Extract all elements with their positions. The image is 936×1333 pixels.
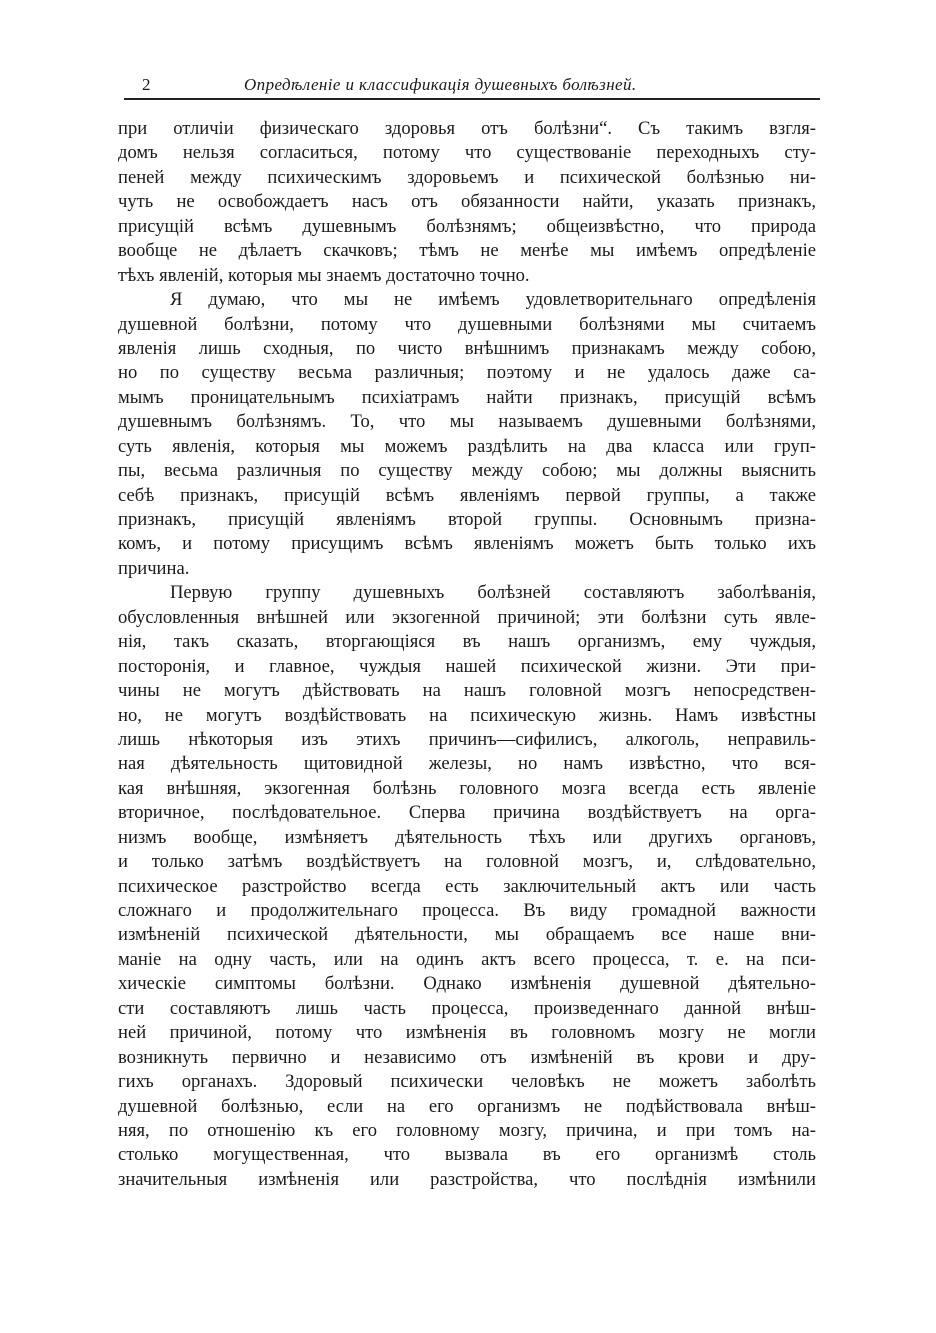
text-line: ней причиной, потому что измѣненія въ головномъ мозгу не могли <box>118 1022 816 1044</box>
text-line: явленія лишь сходныя, по чисто внѣшнимъ признакамъ между собою, <box>118 337 816 359</box>
running-head <box>124 72 820 98</box>
text-line: пеней между психическимъ здоровьемъ и психической болѣзнью ни- <box>118 166 816 188</box>
text-line: столько могущественная, что вызвала въ его организмѣ столь <box>118 1144 816 1166</box>
text-line: гихъ органахъ. Здоровый психически человѣкъ не можетъ заболѣть <box>118 1071 816 1093</box>
text-line: но, не могутъ воздѣйствовать на психическую жизнь. Намъ извѣстны <box>118 704 816 726</box>
text-line: чины не могутъ дѣйствовать на нашъ головной мозгъ непосредствен- <box>118 680 816 702</box>
text-line: возникнуть первично и независимо отъ измѣненій въ крови и дру- <box>118 1046 816 1068</box>
text-line: мымъ проницательнымъ психіатрамъ найти признакъ, присущій всѣмъ <box>118 386 816 408</box>
text-line: вообще не дѣлаетъ скачковъ; тѣмъ не менѣе мы имѣемъ опредѣленіе <box>118 240 816 262</box>
page-number: 2 <box>142 75 151 94</box>
text-line: посторонія, и главное, чуждыя нашей психической жизни. Эти при- <box>118 655 816 677</box>
body-text <box>118 117 816 1192</box>
text-line: измѣненій психической дѣятельности, мы обращаемъ все наше вни- <box>118 924 816 946</box>
text-line: душевной болѣзни, потому что душевными болѣзнями мы считаемъ <box>118 313 816 335</box>
text-line: кая внѣшняя, экзогенная болѣзнь головного мозга всегда есть явленіе <box>118 777 816 799</box>
paragraph-first-line: Первую группу душевныхъ болѣзней составляютъ заболѣванія, <box>170 582 816 604</box>
running-head-title: Опредѣленіе и классификація душевныхъ болѣзней. <box>244 75 637 94</box>
paragraph-first-line: Я думаю, что мы не имѣемъ удовлетворительнаго опредѣленія <box>170 289 816 311</box>
text-line: няя, по отношенію къ его головному мозгу, причина, и при томъ на- <box>118 1119 816 1141</box>
text-line: душевной болѣзнью, если на его организмъ не подѣйствовала внѣш- <box>118 1095 816 1117</box>
text-line: домъ нельзя согласиться, потому что существованіе переходныхъ сту- <box>118 142 816 164</box>
text-line: ная дѣятельность щитовидной железы, но намъ извѣстно, что вся- <box>118 753 816 775</box>
text-line: хическіе симптомы болѣзни. Однако измѣненія душевной дѣятельно- <box>118 973 816 995</box>
text-line: нія, такъ сказать, вторгающіяся въ нашъ организмъ, ему чуждыя, <box>118 631 816 653</box>
text-line: комъ, и потому присущимъ всѣмъ явленіямъ можетъ быть только ихъ <box>118 533 816 555</box>
text-line: душевнымъ болѣзнямъ. То, что мы называемъ душевными болѣзнями, <box>118 411 816 433</box>
text-line: сложнаго и продолжительнаго процесса. Въ виду громадной важности <box>118 900 816 921</box>
text-line: причина. <box>118 557 190 579</box>
text-line: чуть не освобождаетъ насъ отъ обязанности найти, указать признакъ, <box>118 191 816 213</box>
text-line: значительныя измѣненія или разстройства, что послѣднія измѣнили <box>118 1168 816 1190</box>
text-line: обусловленныя внѣшней или экзогенной причиной; эти болѣзни суть явле- <box>118 606 816 628</box>
text-line: психическое разстройство всегда есть заключительный актъ или часть <box>118 875 816 897</box>
header-rule <box>124 98 820 100</box>
text-line: пы, весьма различныя по существу между собою; мы должны выяснить <box>118 460 816 482</box>
text-line: но по существу весьма различныя; поэтому и не удалось даже са- <box>118 362 816 384</box>
text-line: и только затѣмъ воздѣйствуетъ на головной мозгъ, и, слѣдовательно, <box>118 851 816 873</box>
text-line: при отличіи физическаго здоровья отъ болѣзни“. Съ такимъ взгля- <box>118 118 816 139</box>
text-line: тѣхъ явленій, которыя мы знаемъ достаточно точно. <box>118 264 530 286</box>
text-line: суть явленія, которыя мы можемъ раздѣлить на два класса или груп- <box>118 435 816 457</box>
text-line: признакъ, присущій явленіямъ второй группы. Основнымъ призна- <box>118 509 816 530</box>
text-line: маніе на одну часть, или на одинъ актъ всего процесса, т. е. на пси- <box>118 948 816 970</box>
text-line: лишь нѣкоторыя изъ этихъ причинъ—сифилисъ, алкоголь, неправиль- <box>118 728 816 750</box>
text-line: присущій всѣмъ душевнымъ болѣзнямъ; общеизвѣстно, что природа <box>118 215 816 237</box>
text-line: низмъ вообще, измѣняетъ дѣятельность тѣхъ или другихъ органовъ, <box>118 826 816 848</box>
text-line: себѣ признакъ, присущій всѣмъ явленіямъ первой группы, а также <box>118 484 816 506</box>
text-line: вторичное, послѣдовательное. Сперва причина воздѣйствуетъ на орга- <box>118 802 816 824</box>
text-line: сти составляютъ лишь часть процесса, произведеннаго данной внѣш- <box>118 997 816 1019</box>
